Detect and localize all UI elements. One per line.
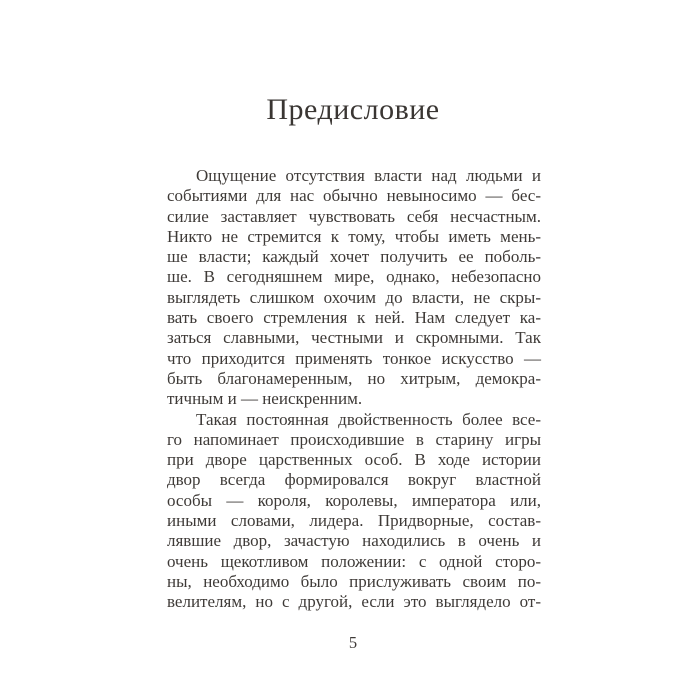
text-line: лявшие двор, зачастую находились в очень и [167,531,541,551]
text-block [167,166,541,613]
chapter-title: Предисловие [266,93,440,126]
text-line: двор всегда формировался вокруг властной [167,470,541,490]
text-line: Такая постоянная двойственность более все- [196,409,541,429]
text-line: ны, необходимо было прислуживать своим по- [167,571,541,591]
text-line: велителям, но с другой, если это выглядело от- [167,592,541,612]
text-line: особы — короля, королевы, императора или, [167,490,541,510]
text-line: выглядеть слишком охочим до власти, не скры- [167,287,541,307]
text-line: очень щекотливом положении: с одной сторо- [167,551,541,571]
text-line: быть благонамеренным, но хитрым, демокра- [167,368,541,388]
text-line: событиями для нас обычно невыносимо — бес- [167,186,541,206]
text-line: тичным и — неискренним. [167,389,363,409]
text-line: вать своего стремления к ней. Нам следует ка- [167,308,541,328]
text-line: что приходится применять тонкое искусство — [167,348,541,368]
text-line: силие заставляет чувствовать себя несчастным. [167,206,541,226]
page-number: 5 [348,633,358,652]
text-line: иными словами, лидера. Придворные, состав- [167,511,541,531]
text-line: го напоминает происходившие в старину игры [167,429,541,449]
text-line: при дворе царственных особ. В ходе истории [167,450,541,470]
text-line: Ощущение отсутствия власти над людьми и [196,166,541,185]
text-line: ше. В сегодняшнем мире, однако, небезопасно [167,267,541,287]
text-line: ше власти; каждый хочет получить ее поболь- [167,247,541,267]
text-line: Никто не стремится к тому, чтобы иметь мень- [167,226,541,246]
text-line: заться славными, честными и скромными. Так [167,328,541,348]
